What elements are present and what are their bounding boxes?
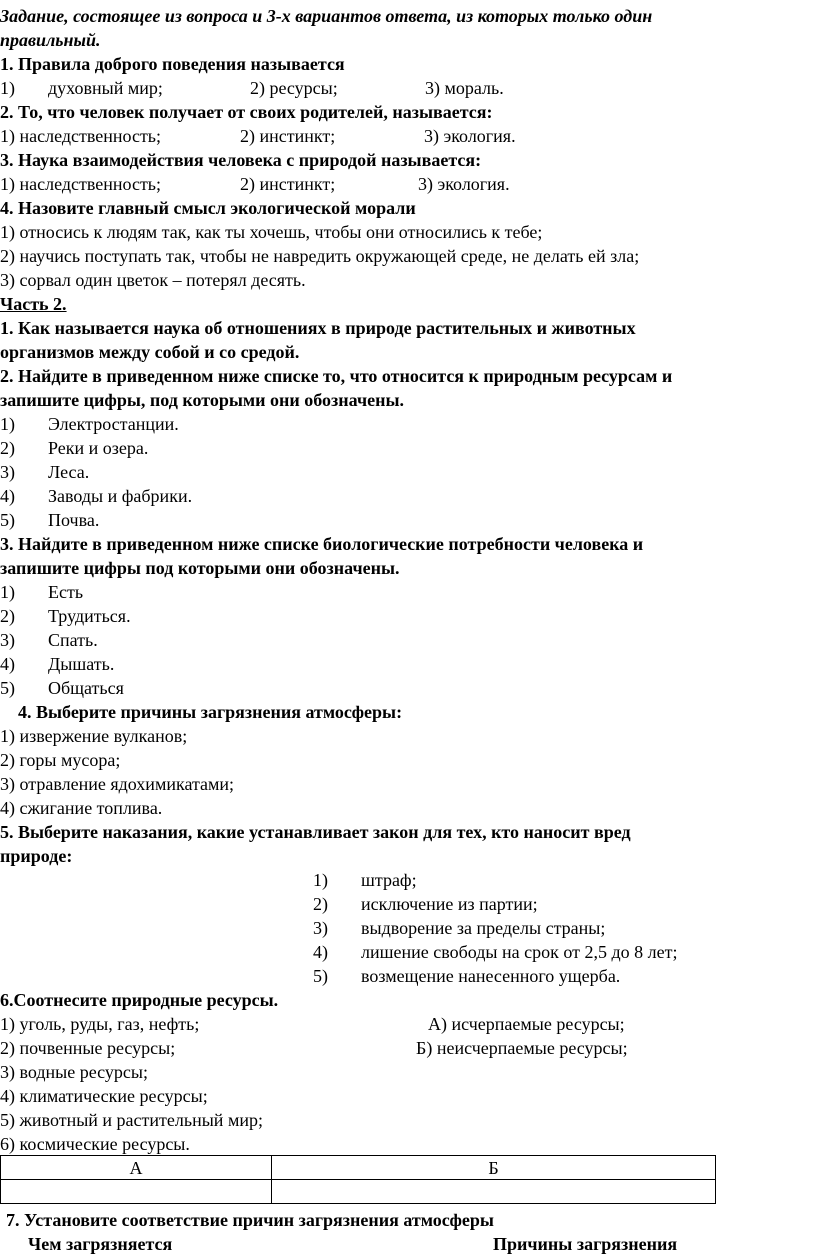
list-text: возмещение нанесенного ущерба. bbox=[361, 966, 621, 986]
list-text: Спать. bbox=[48, 630, 98, 650]
p2-q2-line-1: 2. Найдите в приведенном ниже списке то, что относится к природным ресурсам и bbox=[0, 366, 673, 386]
p2-q6-item: 4) климатические ресурсы; bbox=[0, 1086, 208, 1106]
p2-q4-item: 2) горы мусора; bbox=[0, 750, 121, 770]
q2-option-1: 1) наследственность; bbox=[0, 126, 162, 146]
q1-options bbox=[0, 76, 163, 100]
p2-q1-line-1: 1. Как называется наука об отношениях в природе растительных и животных bbox=[0, 318, 636, 338]
p2-q3-item bbox=[0, 580, 83, 604]
p2-q6-category-b: Б) неисчерпаемые ресурсы; bbox=[416, 1038, 628, 1058]
list-number: 1) bbox=[0, 582, 15, 602]
list-text: Заводы и фабрики. bbox=[48, 486, 193, 506]
table-header-a: А bbox=[1, 1156, 272, 1180]
q3-option-1: 1) наследственность; bbox=[0, 174, 162, 194]
list-number: 2) bbox=[0, 606, 15, 626]
q1-option-1-number: 1) bbox=[0, 78, 15, 98]
list-number: 3) bbox=[0, 630, 15, 650]
table-row bbox=[1, 1180, 716, 1204]
q2-question: 2. То, что человек получает от своих родителей, называется: bbox=[0, 102, 493, 122]
q1-question: 1. Правила доброго поведения называется bbox=[0, 54, 345, 74]
p2-q5-item bbox=[313, 964, 620, 988]
p2-q7-col-left: Чем загрязняется bbox=[28, 1234, 173, 1254]
list-text: Трудиться. bbox=[48, 606, 131, 626]
table-header-b: Б bbox=[272, 1156, 716, 1180]
list-text: Почва. bbox=[48, 510, 100, 530]
part2-heading: Часть 2. bbox=[0, 294, 67, 314]
list-number: 1) bbox=[0, 414, 15, 434]
p2-q6-item: 2) почвенные ресурсы; bbox=[0, 1038, 176, 1058]
q1-option-3: 3) мораль. bbox=[425, 78, 504, 98]
p2-q5-line-1: 5. Выберите наказания, какие устанавливает закон для тех, кто наносит вред bbox=[0, 822, 631, 842]
p2-q2-item bbox=[0, 436, 148, 460]
q4-option-2: 2) научись поступать так, чтобы не навредить окружающей среде, не делать ей зла; bbox=[0, 246, 640, 266]
p2-q4-item: 1) извержение вулканов; bbox=[0, 726, 188, 746]
list-number: 4) bbox=[0, 486, 15, 506]
p2-q1-line-2: организмов между собой и со средой. bbox=[0, 342, 300, 362]
p2-q4-item: 4) сжигание топлива. bbox=[0, 798, 163, 818]
table-cell-a bbox=[1, 1180, 272, 1204]
list-number: 5) bbox=[0, 510, 15, 530]
p2-q6-item: 6) космические ресурсы. bbox=[0, 1134, 190, 1154]
list-number: 3) bbox=[0, 462, 15, 482]
list-text: исключение из партии; bbox=[361, 894, 538, 914]
list-text: штраф; bbox=[361, 870, 417, 890]
q2-option-3: 3) экология. bbox=[424, 126, 516, 146]
p2-q2-item bbox=[0, 412, 179, 436]
list-text: Общаться bbox=[48, 678, 124, 698]
p2-q2-item bbox=[0, 484, 192, 508]
q1-option-2: 2) ресурсы; bbox=[250, 78, 338, 98]
p2-q2-line-2: запишите цифры, под которыми они обозначены. bbox=[0, 390, 405, 410]
q4-option-3: 3) сорвал один цветок – потерял десять. bbox=[0, 270, 306, 290]
list-text: Электростанции. bbox=[48, 414, 179, 434]
list-text: выдворение за пределы страны; bbox=[361, 918, 606, 938]
q1-option-1: духовный мир; bbox=[48, 78, 163, 98]
p2-q6-category-a: А) исчерпаемые ресурсы; bbox=[428, 1014, 625, 1034]
list-number: 4) bbox=[313, 942, 328, 962]
table-cell-b bbox=[272, 1180, 716, 1204]
list-number: 1) bbox=[313, 870, 328, 890]
p2-q6-item: 1) уголь, руды, газ, нефть; bbox=[0, 1014, 200, 1034]
p2-q7-col-right: Причины загрязнения bbox=[493, 1234, 678, 1254]
list-number: 3) bbox=[313, 918, 328, 938]
p2-q4-question: 4. Выберите причины загрязнения атмосферы: bbox=[18, 702, 403, 722]
list-text: Дышать. bbox=[48, 654, 115, 674]
p2-q3-line-2: запишите цифры под которыми они обозначены. bbox=[0, 558, 400, 578]
list-text: Реки и озера. bbox=[48, 438, 149, 458]
p2-q2-item bbox=[0, 508, 99, 532]
q4-option-1: 1) относись к людям так, как ты хочешь, чтобы они относились к тебе; bbox=[0, 222, 543, 242]
q3-option-3: 3) экология. bbox=[418, 174, 510, 194]
p2-q5-item bbox=[313, 916, 605, 940]
table-row bbox=[1, 1156, 716, 1180]
q3-option-2: 2) инстинкт; bbox=[240, 174, 336, 194]
p2-q3-item bbox=[0, 628, 98, 652]
list-number: 4) bbox=[0, 654, 15, 674]
p2-q4-item: 3) отравление ядохимикатами; bbox=[0, 774, 235, 794]
intro-line-1: Задание, состоящее из вопроса и 3-х вариантов ответа, из которых только один bbox=[0, 6, 653, 26]
p2-q3-line-1: 3. Найдите в приведенном ниже списке биологические потребности человека и bbox=[0, 534, 644, 554]
p2-q5-item bbox=[313, 892, 538, 916]
p2-q7-question: 7. Установите соответствие причин загрязнения атмосферы bbox=[6, 1210, 494, 1230]
p2-q6-item: 3) водные ресурсы; bbox=[0, 1062, 148, 1082]
list-number: 5) bbox=[0, 678, 15, 698]
list-text: лишение свободы на срок от 2,5 до 8 лет; bbox=[361, 942, 678, 962]
p2-q5-line-2: природе: bbox=[0, 846, 73, 866]
p2-q6-question: 6.Соотнесите природные ресурсы. bbox=[0, 990, 279, 1010]
list-text: Есть bbox=[48, 582, 84, 602]
p2-q6-item: 5) животный и растительный мир; bbox=[0, 1110, 263, 1130]
answer-table bbox=[0, 1155, 716, 1204]
list-number: 2) bbox=[0, 438, 15, 458]
p2-q5-item bbox=[313, 868, 417, 892]
q4-question: 4. Назовите главный смысл экологической морали bbox=[0, 198, 416, 218]
p2-q2-item bbox=[0, 460, 89, 484]
q3-question: 3. Наука взаимодействия человека с природой называется: bbox=[0, 150, 482, 170]
p2-q5-item bbox=[313, 940, 677, 964]
p2-q3-item bbox=[0, 676, 124, 700]
p2-q3-item bbox=[0, 652, 114, 676]
p2-q3-item bbox=[0, 604, 131, 628]
intro-line-2: правильный. bbox=[0, 30, 101, 50]
list-number: 2) bbox=[313, 894, 328, 914]
list-number: 5) bbox=[313, 966, 328, 986]
list-text: Леса. bbox=[48, 462, 90, 482]
q2-option-2: 2) инстинкт; bbox=[240, 126, 336, 146]
